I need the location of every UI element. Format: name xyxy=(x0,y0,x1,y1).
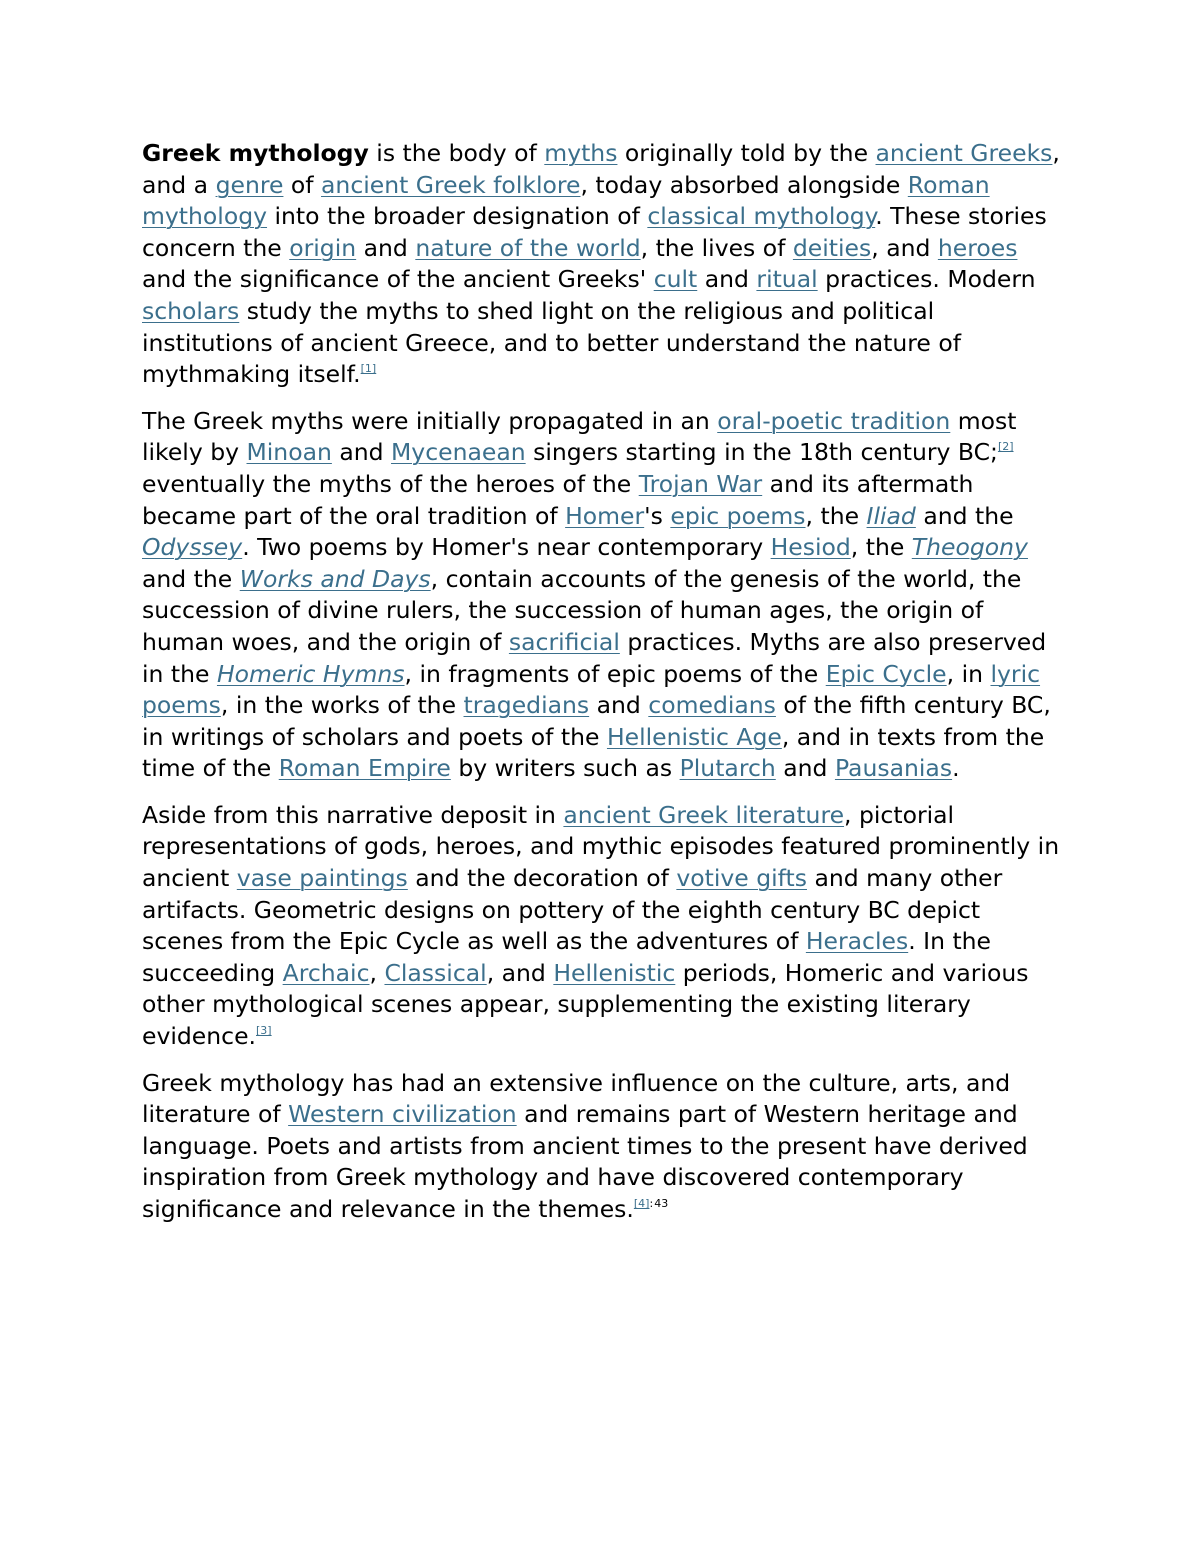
link-nature-of-the-world[interactable]: nature of the world xyxy=(415,233,641,262)
link-classical[interactable]: Classical xyxy=(384,958,487,987)
text-run: . These stories concern the xyxy=(142,202,1047,262)
text-run: eventually the myths of the heroes of the xyxy=(142,469,639,498)
text-run: . Two poems by Homer's near contemporary xyxy=(242,533,771,562)
link-epic-poems[interactable]: epic poems xyxy=(670,501,806,530)
text-run: , xyxy=(369,958,385,987)
link-vase-paintings[interactable]: vase paintings xyxy=(236,864,408,893)
link-hellenistic[interactable]: Hellenistic xyxy=(553,958,676,987)
text-run: , the xyxy=(850,533,912,562)
link-scholars[interactable]: scholars xyxy=(142,296,240,325)
paragraph-intro xyxy=(142,138,1060,391)
text-run: and the decoration of xyxy=(407,864,677,893)
text-run: , contain accounts of the genesis of the world, the succession of divine rulers, the succession of human ages, the origin of human woes, and the origin of xyxy=(142,564,1022,656)
text-run: of the fifth century BC, in writings of scholars and poets of the xyxy=(142,691,1051,751)
link-ancient-greek-folklore[interactable]: ancient Greek folklore xyxy=(321,170,581,199)
citation-link-3[interactable]: [3] xyxy=(256,1024,272,1038)
text-run: practices. Myths are also preserved in the xyxy=(142,627,1047,688)
link-hesiod[interactable]: Hesiod xyxy=(770,533,851,562)
text-run: singers starting in the 18th century BC; xyxy=(525,438,998,467)
link-ancient-greeks[interactable]: ancient Greeks xyxy=(875,139,1053,167)
lead-term: Greek mythology xyxy=(142,139,369,167)
text-run: . In the succeeding xyxy=(142,927,992,987)
link-homer[interactable]: Homer xyxy=(565,501,645,530)
text-run: , today absorbed alongside xyxy=(580,170,908,199)
text-run: into the broader designation of xyxy=(267,202,648,231)
link-classical-mythology[interactable]: classical mythology xyxy=(647,202,876,231)
link-cult[interactable]: cult xyxy=(653,265,698,294)
text-run: and its aftermath became part of the oral tradition of xyxy=(142,469,974,530)
link-oral-poetic-tradition[interactable]: oral-poetic tradition xyxy=(717,406,951,435)
text-run: is the body of xyxy=(368,139,545,167)
paragraph-art xyxy=(142,800,1060,1053)
link-western-civilization[interactable]: Western civilization xyxy=(288,1100,517,1129)
citation-1 xyxy=(361,362,377,375)
text-run: and remains part of Western heritage and language. Poets and artists from ancient times to the present have derived inspiration from Greek mythology and have discovered contemporary significance and relevance in the themes. xyxy=(142,1100,1028,1223)
text-run: , pictorial representations of gods, heroes, and mythic episodes featured prominently in ancient xyxy=(142,800,1060,893)
text-run: practices. Modern xyxy=(817,265,1036,294)
text-run: , and a xyxy=(142,139,1060,199)
link-myths[interactable]: myths xyxy=(544,139,618,167)
text-run: , and in texts from the time of the xyxy=(142,722,1045,783)
text-run: . xyxy=(952,754,960,783)
text-run: , the xyxy=(805,501,867,530)
citation-link-4[interactable]: [4] xyxy=(633,1197,650,1210)
text-run: and the xyxy=(915,501,1014,530)
link-minoan[interactable]: Minoan xyxy=(246,438,332,467)
document-page xyxy=(142,138,1060,1241)
link-plutarch[interactable]: Plutarch xyxy=(679,754,776,783)
text-run: , and xyxy=(486,958,554,987)
link-roman-mythology[interactable]: Roman mythology xyxy=(142,170,990,231)
link-odyssey[interactable]: Odyssey xyxy=(142,533,243,562)
text-run: Aside from this narrative deposit in xyxy=(142,800,564,829)
text-run: and xyxy=(697,265,757,294)
link-hellenistic-age[interactable]: Hellenistic Age xyxy=(606,722,782,751)
link-deities[interactable]: deities xyxy=(792,233,872,262)
text-run: The Greek myths were initially propagated in an xyxy=(142,406,718,435)
text-run: and xyxy=(589,691,649,720)
text-run: of xyxy=(283,170,322,199)
text-run: originally told by the xyxy=(617,139,876,167)
link-ancient-greek-literature[interactable]: ancient Greek literature xyxy=(563,800,845,829)
text-run: , in the works of the xyxy=(220,691,464,720)
link-genre[interactable]: genre xyxy=(215,170,284,199)
link-ritual[interactable]: ritual xyxy=(756,265,818,294)
text-run: and the xyxy=(142,564,240,593)
link-votive-gifts[interactable]: votive gifts xyxy=(676,864,807,893)
link-works-and-days[interactable]: Works and Days xyxy=(239,564,431,593)
link-heracles[interactable]: Heracles xyxy=(805,927,909,956)
link-roman-empire[interactable]: Roman Empire xyxy=(278,754,451,783)
text-run: periods, Homeric and various other mythological scenes appear, supplementing the existing literary evidence. xyxy=(142,958,1029,1051)
text-run: , in xyxy=(946,659,991,688)
link-origin[interactable]: origin xyxy=(289,233,357,262)
link-homeric-hymns[interactable]: Homeric Hymns xyxy=(216,659,405,688)
text-run: , and xyxy=(871,233,938,262)
text-run: Greek mythology has had an extensive influence on the culture, arts, and literature of xyxy=(142,1068,1011,1129)
link-tragedians[interactable]: tragedians xyxy=(463,691,590,720)
link-mycenaean[interactable]: Mycenaean xyxy=(391,438,526,467)
text-run: 's xyxy=(644,501,671,530)
link-iliad[interactable]: Iliad xyxy=(866,501,916,530)
citation-link-1[interactable]: [1] xyxy=(360,362,377,376)
paragraph-influence xyxy=(142,1068,1060,1226)
text-run: and xyxy=(356,233,416,262)
citation-page-number: : 43 xyxy=(649,1197,669,1210)
text-run: most likely by xyxy=(142,406,1017,467)
citation-3 xyxy=(256,1024,272,1037)
citation-link-2[interactable]: [2] xyxy=(997,440,1014,454)
text-run: , the lives of xyxy=(640,233,793,262)
citation-2 xyxy=(998,440,1014,453)
paragraph-sources xyxy=(142,406,1060,785)
text-run: by writers such as xyxy=(450,754,680,783)
text-run: and xyxy=(775,754,835,783)
link-theogony[interactable]: Theogony xyxy=(911,533,1028,562)
link-heroes[interactable]: heroes xyxy=(937,233,1018,262)
citation-4 xyxy=(634,1197,668,1210)
link-pausanias[interactable]: Pausanias xyxy=(834,754,953,783)
link-epic-cycle[interactable]: Epic Cycle xyxy=(825,659,947,688)
link-lyric-poems[interactable]: lyric poems xyxy=(142,659,1041,720)
text-run: and xyxy=(331,438,392,467)
text-run: and many other artifacts. Geometric designs on pottery of the eighth century BC depict scenes from the Epic Cycle as well as the adventures of xyxy=(142,864,1003,956)
link-archaic[interactable]: Archaic xyxy=(282,958,370,987)
link-sacrificial[interactable]: sacrificial xyxy=(508,627,620,656)
text-run: study the myths to shed light on the religious and political institutions of ancient Greece, and to better understand the nature of mythmaking itself. xyxy=(142,296,962,389)
link-trojan-war[interactable]: Trojan War xyxy=(638,469,763,498)
text-run: and the significance of the ancient Greeks' xyxy=(142,265,654,294)
text-run: , in fragments of epic poems of the xyxy=(404,659,826,688)
link-comedians[interactable]: comedians xyxy=(648,691,776,720)
